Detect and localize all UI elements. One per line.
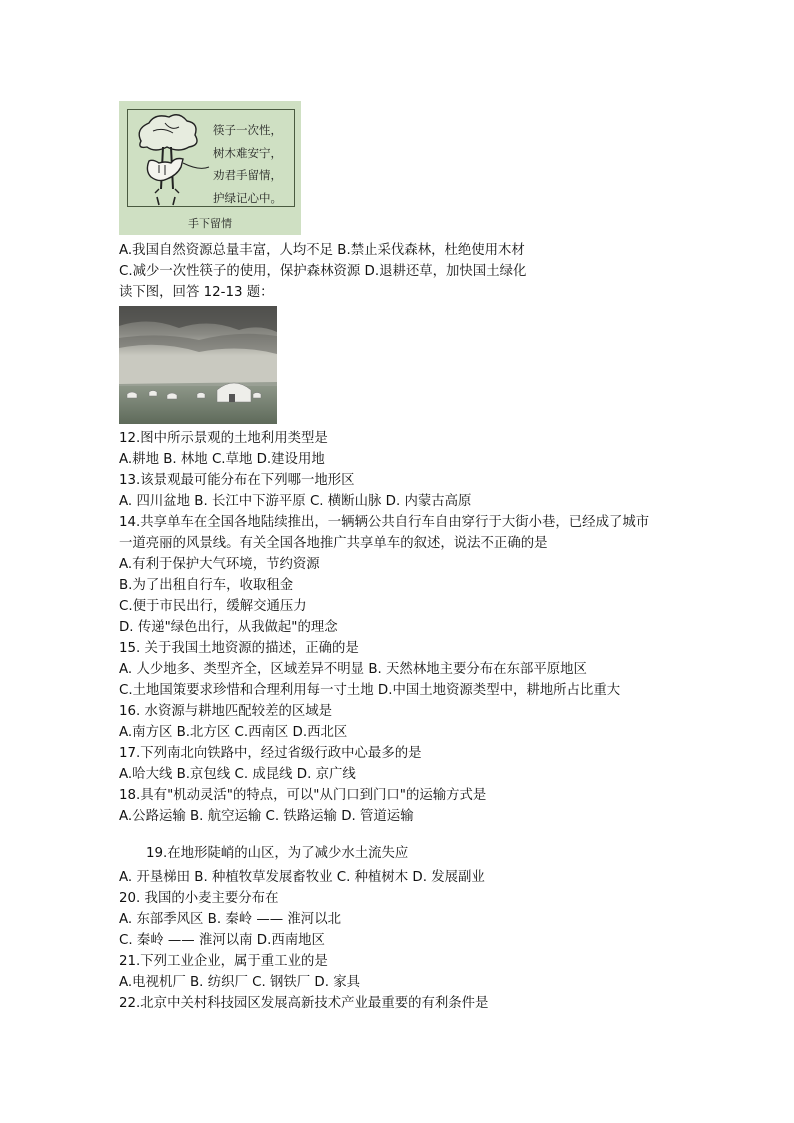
poem-line: 树木难安宁， [213,145,282,160]
question-line: A.耕地 B. 林地 C.草地 D.建设用地 [119,452,325,467]
poster-caption: 手下留情 [188,217,232,230]
landscape-image [119,306,277,424]
question-line: A.有利于保护大气环境，节约资源 [119,557,320,572]
poem-line: 筷子一次性， [213,123,282,137]
question-line: 17.下列南北向铁路中，经过省级行政中心最多的是 [119,746,422,761]
poem-line: 护绿记心中。 [213,190,282,205]
question-line: 14.共享单车在全国各地陆续推出，一辆辆公共自行车自由穿行于大街小巷，已经成了城市 [119,515,650,530]
question-line: 12.图中所示景观的土地利用类型是 [119,431,328,446]
question-line: C.土地国策要求珍惜和合理利用每一寸土地 D.中国土地资源类型中，耕地所占比重大 [119,683,621,698]
question-line: A. 开垦梯田 B. 种植牧草发展畜牧业 C. 种植树木 D. 发展副业 [119,870,485,885]
chopsticks-poster-figure [119,101,301,235]
question-line: C.便于市民出行，缓解交通压力 [119,599,307,614]
question-line: 20. 我国的小麦主要分布在 [119,891,279,906]
question-line: A.我国自然资源总量丰富，人均不足 B.禁止采伐森林，杜绝使用木材 [119,243,525,258]
question-line: A. 人少地多、类型齐全，区域差异不明显 B. 天然林地主要分布在东部平原地区 [119,662,587,677]
grassland-yurt-photo [119,306,277,424]
question-line: 19.在地形陡峭的山区，为了减少水土流失应 [146,846,409,861]
poster-poem [213,119,282,209]
question-line: 一道亮丽的风景线。有关全国各地推广共享单车的叙述，说法不正确的是 [119,536,548,551]
question-line: D. 传递"绿色出行，从我做起"的理念 [119,620,338,635]
question-line: A.哈大线 B.京包线 C. 成昆线 D. 京广线 [119,767,356,782]
question-line: B.为了出租自行车，收取租金 [119,578,294,593]
question-line: 15. 关于我国土地资源的描述，正确的是 [119,641,359,656]
question-line: 13.该景观最可能分布在下列哪一地形区 [119,473,355,488]
question-line: 22.北京中关村科技园区发展高新技术产业最重要的有利条件是 [119,996,489,1011]
question-line: 读下图，回答 12-13 题： [119,285,274,300]
question-line: A.公路运输 B. 航空运输 C. 铁路运输 D. 管道运输 [119,809,414,824]
question-line: C.减少一次性筷子的使用，保护森林资源 D.退耕还草，加快国土绿化 [119,264,527,279]
question-line: A. 四川盆地 B. 长江中下游平原 C. 横断山脉 D. 内蒙古高原 [119,494,472,509]
question-line: 21.下列工业企业，属于重工业的是 [119,954,328,969]
question-line: A. 东部季风区 B. 秦岭 —— 淮河以北 [119,912,341,927]
question-line: 18.具有"机动灵活"的特点，可以"从门口到门口"的运输方式是 [119,788,487,803]
question-line: A.南方区 B.北方区 C.西南区 D.西北区 [119,725,348,740]
question-line: 16. 水资源与耕地匹配较差的区域是 [119,704,333,719]
question-line: C. 秦岭 —— 淮河以南 D.西南地区 [119,933,325,948]
question-line: A.电视机厂 B. 纺织厂 C. 钢铁厂 D. 家具 [119,975,361,990]
poem-line: 劝君手留情， [213,168,282,182]
